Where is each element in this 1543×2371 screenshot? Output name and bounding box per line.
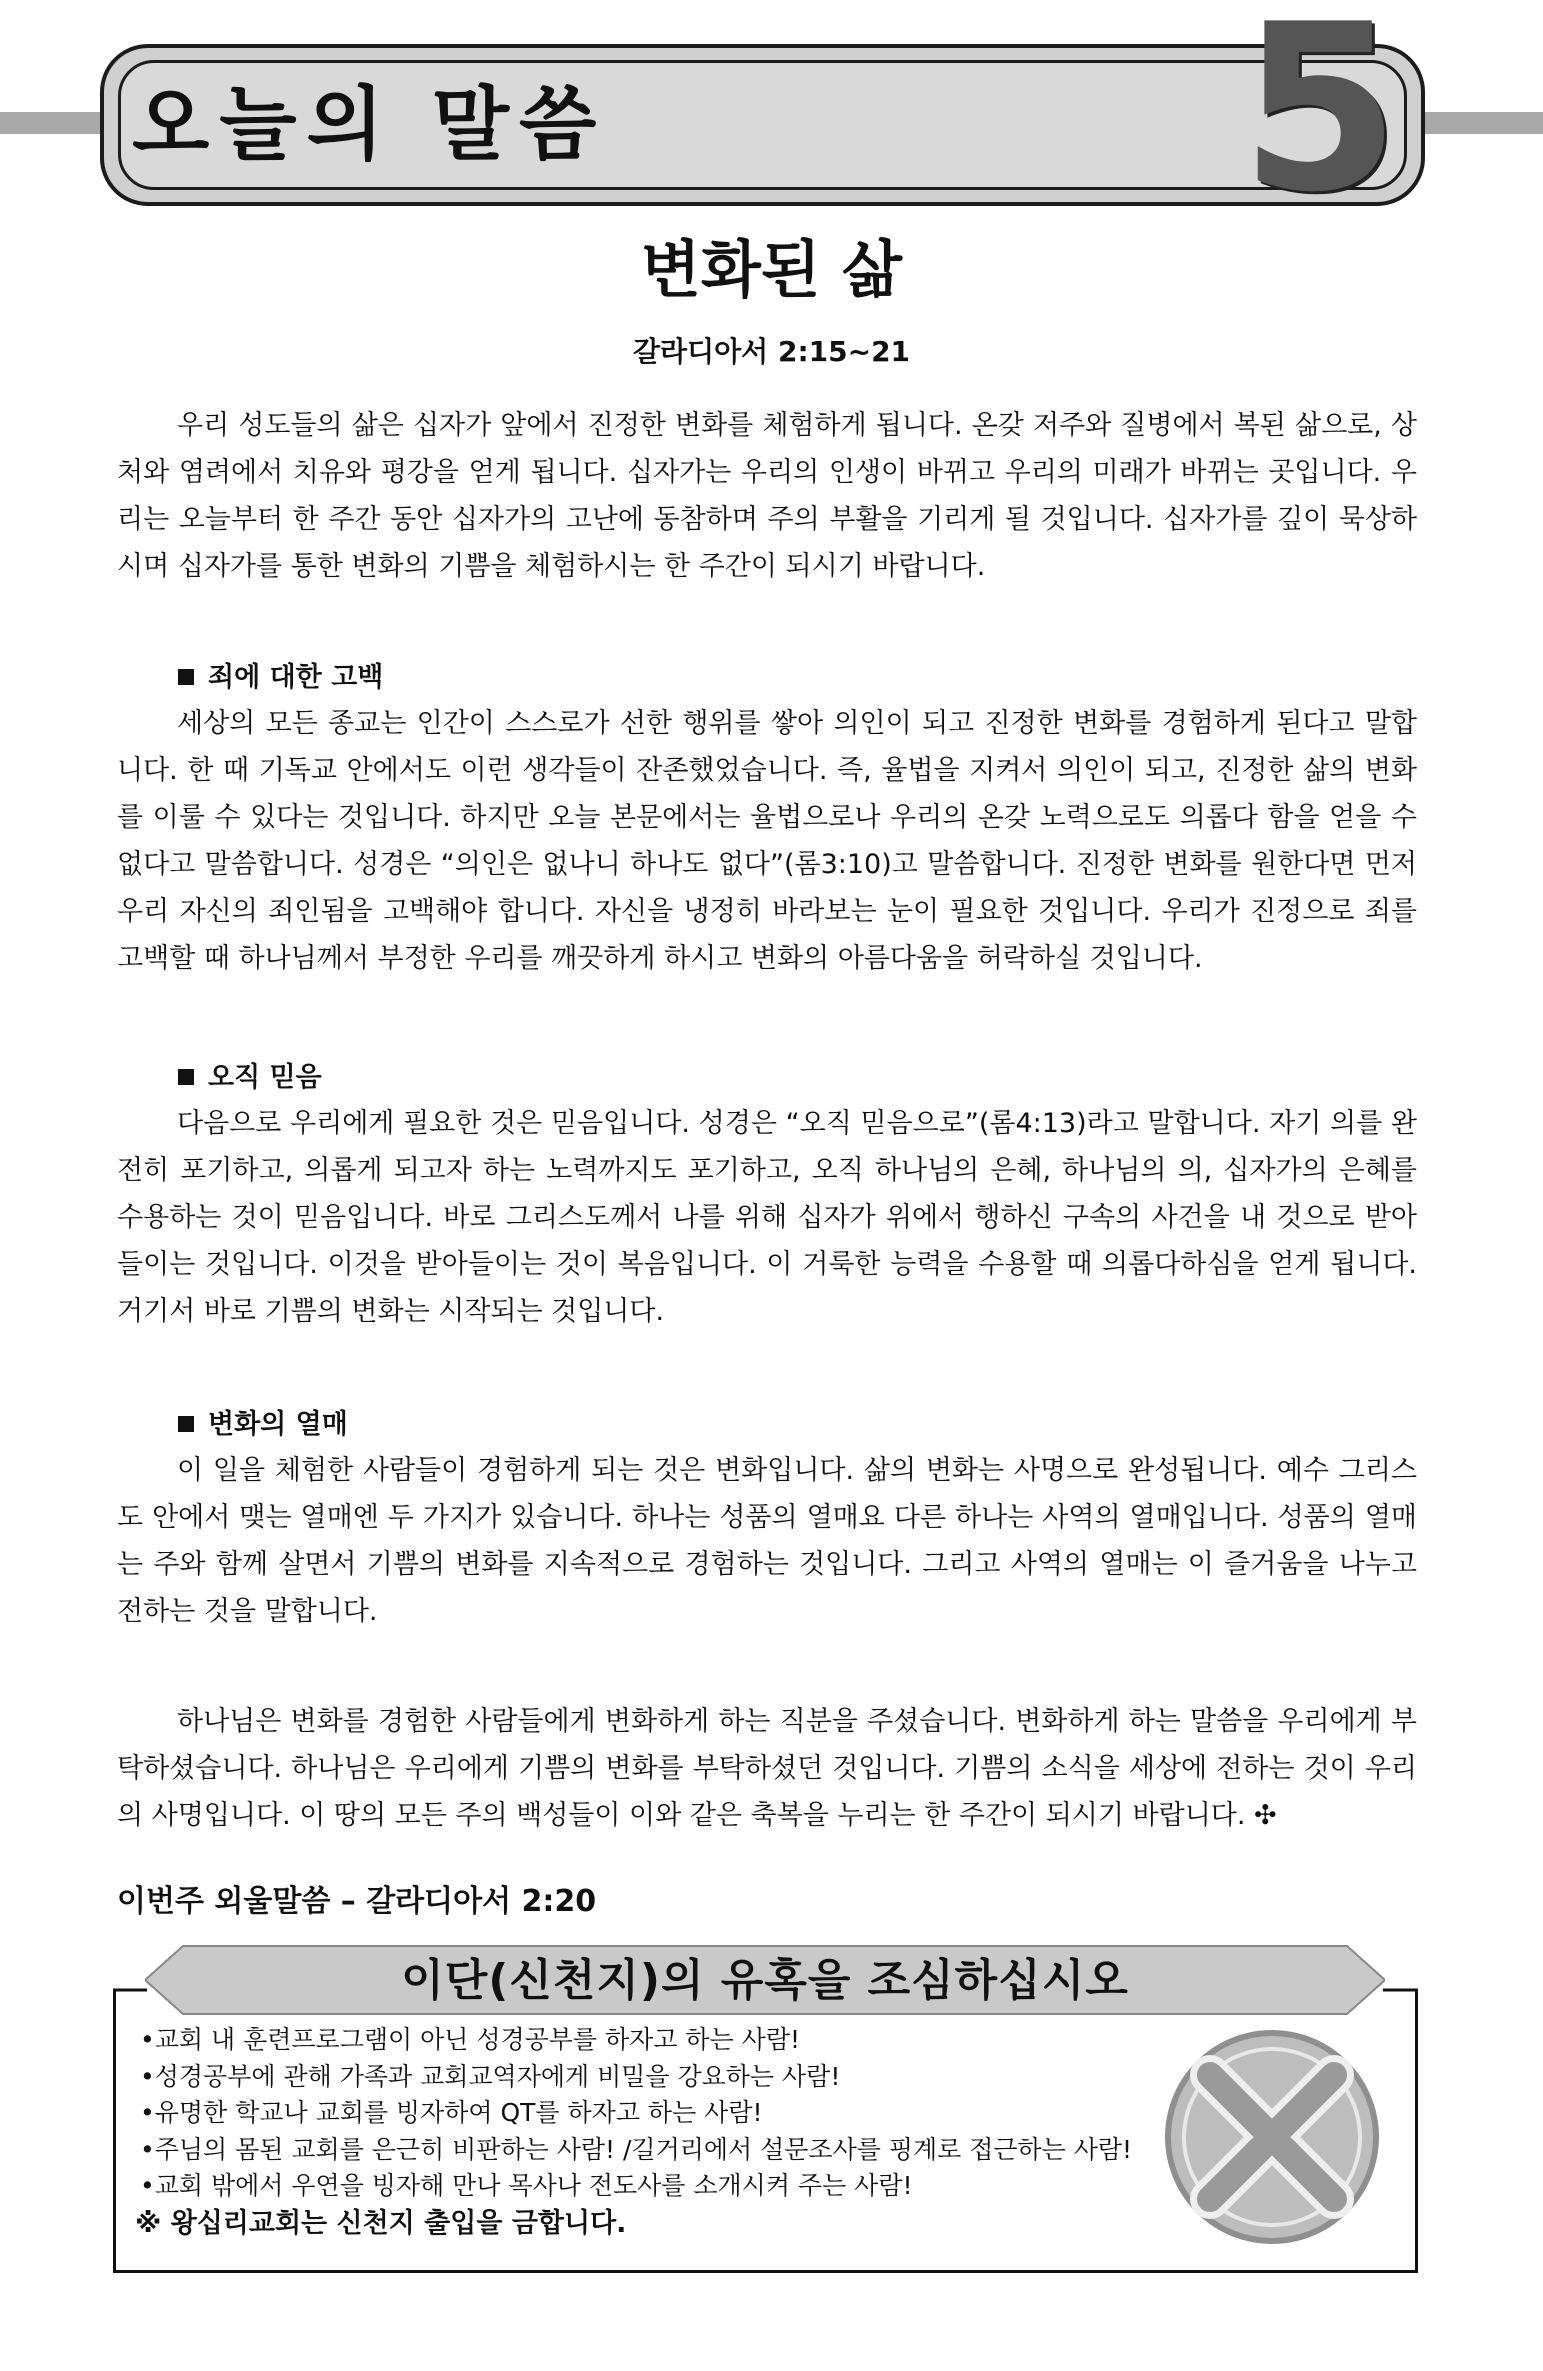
list-item: •교회 밖에서 우연을 빙자해 만나 목사나 전도사를 소개시켜 주는 사람! [140,2171,913,2200]
square-bullet-icon [178,669,194,685]
end-mark-icon: ✣ [1254,1800,1277,1831]
warning-list [140,2022,1390,2205]
section-paragraph-confession: 세상의 모든 종교는 인간이 스스로가 선한 행위를 쌓아 의인이 되고 진정한 변화를 경험하게 된다고 말합니다. 한 때 기독교 안에서도 이런 생각들이 잔존했었습니다. 즉, 율법을 지켜서 의인이 되고, 진정한 삶의 변화를 이룰 수 있다는 것입니다. 하지만 오늘 본문에서는 율법으로나 우리의 온갖 노력으로도 의롭다 함을 얻을 수 없다고 말씀합니다. 성경은 “의인은 없나니 하나도 없다”(롬3:10)고 말씀합니다. 진정한 변화를 원한다면 먼저 우리 자신의 죄인됨을 고백해야 합니다. 자신을 냉정히 바라보는 눈이 필요한 것입니다. 우리가 진정으로 죄를 고백할 때 하나님께서 부정한 우리를 깨끗하게 하시고 변화의 아름다움을 허락하실 것입니다. [117,708,1417,974]
conclusion-paragraph [117,1698,1417,1839]
section-heading-label: 죄에 대한 고백 [208,662,384,693]
section-paragraph-fruit: 이 일을 체험한 사람들이 경험하게 되는 것은 변화입니다. 삶의 변화는 사명으로 완성됩니다. 예수 그리스도 안에서 맺는 열매엔 두 가지가 있습니다. 하나는 성품의 열매요 다른 하나는 사역의 열매입니다. 성품의 열매는 주와 함께 살면서 기쁨의 변화를 지속적으로 경험하는 것입니다. 그리고 사역의 열매는 이 즐거움을 나누고 전하는 것을 말합니다. [117,1455,1417,1627]
intro-paragraph: 우리 성도들의 삶은 십자가 앞에서 진정한 변화를 체험하게 됩니다. 온갖 저주와 질병에서 복된 삶으로, 상처와 염려에서 치유와 평강을 얻게 됩니다. 십자가는 우리의 인생이 바뀌고 우리의 미래가 바뀌는 곳입니다. 우리는 오늘부터 한 주간 동안 십자가의 고난에 동참하며 주의 부활을 기리게 될 것입니다. 십자가를 깊이 묵상하시며 십자가를 통한 변화의 기쁨을 체험하시는 한 주간이 되시기 바랍니다. [117,410,1417,582]
warning-note: ※ 왕십리교회는 신천지 출입을 금합니다. [135,2208,627,2239]
section-paragraph-faith: 다음으로 우리에게 필요한 것은 믿음입니다. 성경은 “오직 믿음으로”(롬4:13)라고 말합니다. 자기 의를 완전히 포기하고, 의롭게 되고자 하는 노력까지도 포기하고, 오직 하나님의 은혜, 하나님의 의, 십자가의 은혜를 수용하는 것이 믿음입니다. 바로 그리스도께서 나를 위해 십자가 위에서 행하신 구속의 사건을 내 것으로 받아들이는 것입니다. 이것을 받아들이는 것이 복음입니다. 이 거룩한 능력을 수용할 때 의롭다하심을 얻게 됩니다. 거기서 바로 기쁨의 변화는 시작되는 것입니다. [117,1108,1417,1327]
section-heading-label: 변화의 열매 [208,1409,348,1440]
sermon-title: 변화된 삶 [640,233,903,306]
section-heading-confession [178,658,383,698]
section-heading-faith [178,1058,322,1098]
conclusion-text: 하나님은 변화를 경험한 사람들에게 변화하게 하는 직분을 주셨습니다. 변화하게 하는 말씀을 우리에게 부탁하셨습니다. 하나님은 우리에게 기쁨의 변화를 부탁하셨던 것입니다. 기쁨의 소식을 세상에 전하는 것이 우리의 사명입니다. 이 땅의 모든 주의 백성들이 이와 같은 축복을 누리는 한 주간이 되시기 바랍니다. [117,1706,1417,1831]
list-item: •주님의 몸된 교회를 은근히 비판하는 사람! /길거리에서 설문조사를 핑계로 접근하는 사람! [140,2134,1133,2164]
memory-verse: 이번주 외울말씀 – 갈라디아서 2:20 [117,1884,597,1919]
square-bullet-icon [178,1416,194,1432]
section-number: 5 [1240,0,1397,243]
scripture-reference: 갈라디아서 2:15~21 [632,335,911,368]
section-heading-label: 오직 믿음 [208,1062,322,1093]
warning-title: 이단(신천지)의 유혹을 조심하십시오 [401,1955,1129,2006]
list-item: •교회 내 훈련프로그램이 아닌 성경공부를 하자고 하는 사람! [140,2025,800,2054]
page-title: 오늘의 말씀 [132,78,607,171]
section-heading-fruit [178,1405,348,1445]
square-bullet-icon [178,1069,194,1085]
list-item: •성경공부에 관해 가족과 교회교역자에게 비밀을 강요하는 사람! [140,2061,841,2091]
list-item: •유명한 학교나 교회를 빙자하여 QT를 하자고 하는 사람! [140,2098,763,2127]
